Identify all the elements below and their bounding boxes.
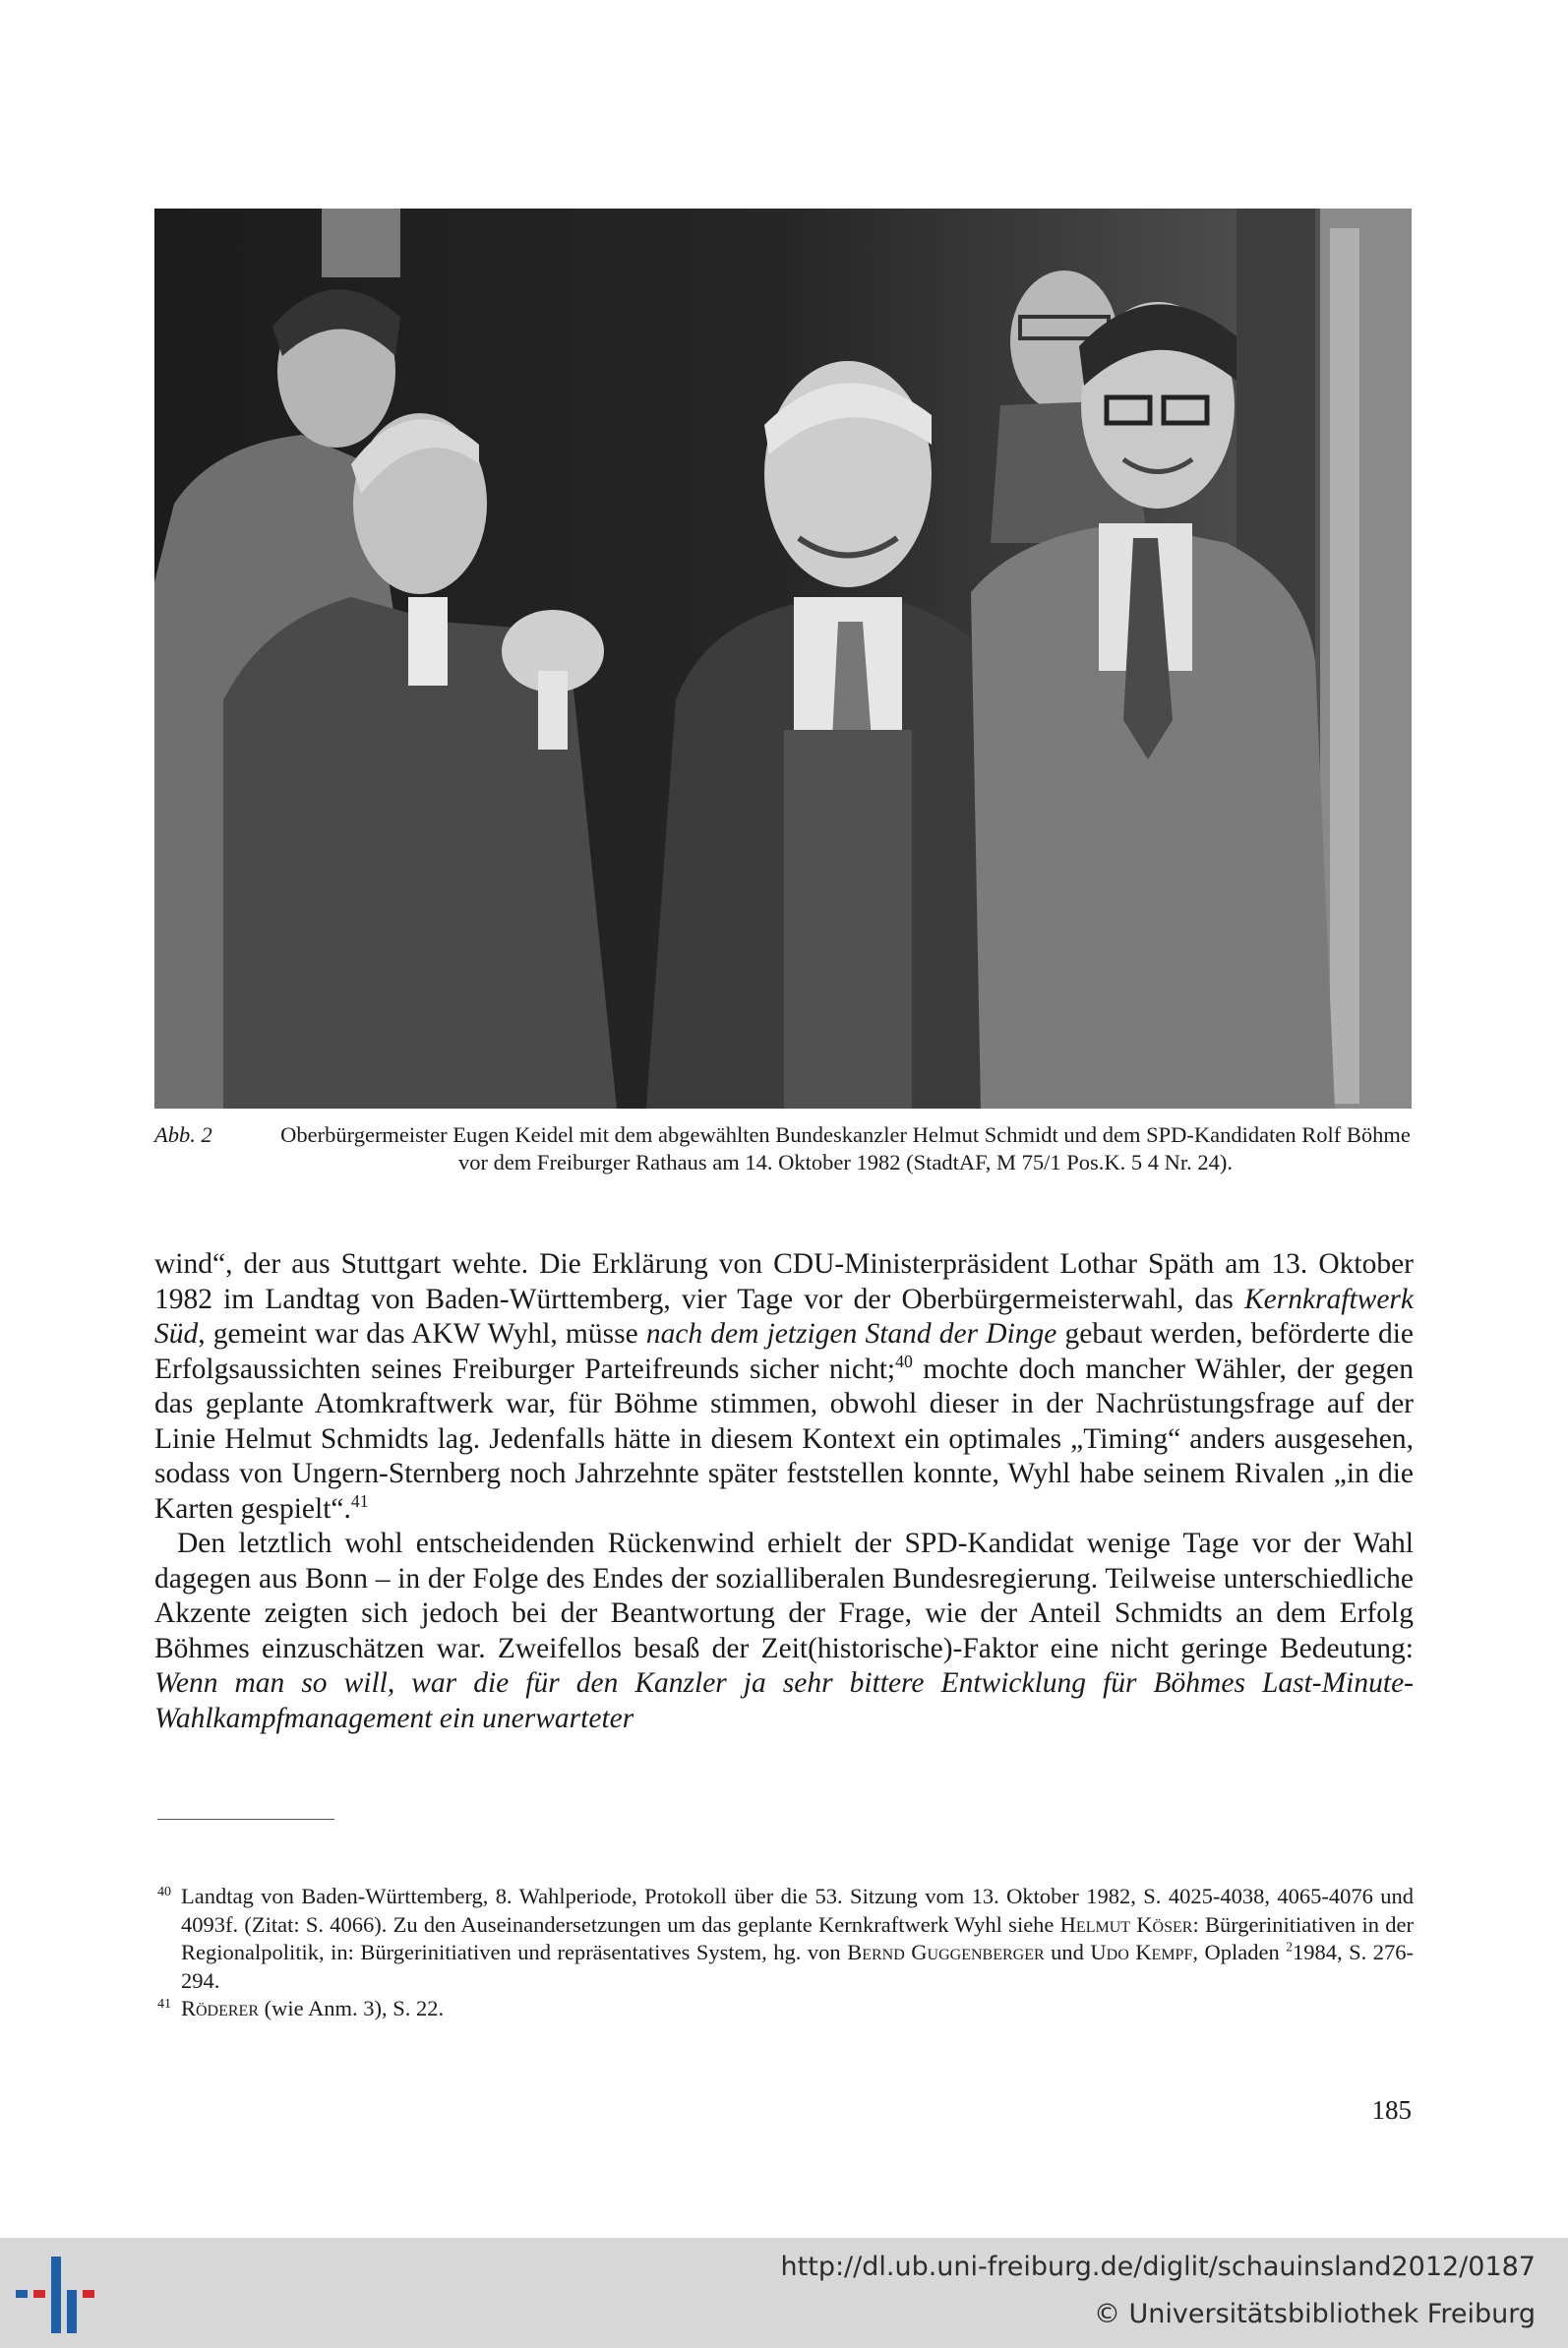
footnote-ref-40[interactable]: 40 xyxy=(895,1351,913,1371)
author-name: Helmut Köser xyxy=(1059,1911,1193,1937)
author-name: Röderer xyxy=(181,1996,260,2020)
figure-caption xyxy=(154,1121,1412,1176)
copyright-notice: © Universitätsbibliothek Freiburg xyxy=(1093,2299,1536,2329)
footnote-number: 40 xyxy=(157,1885,171,1899)
figure-caption-text: Oberbürgermeister Eugen Keidel mit dem abgewählten Bundeskanzler Helmut Schmidt und dem SPD-Kandidaten Rolf Böhme vor dem Freiburger Rathaus am 14. Oktober 1982 (StadtAF, M 75/1 Pos.K. 5 4 Nr. 24). xyxy=(280,1122,1411,1174)
document-url[interactable]: http://dl.ub.uni-freiburg.de/diglit/schauinsland2012/0187 xyxy=(780,2252,1536,2282)
ub-freiburg-logo-icon xyxy=(14,2255,102,2335)
photo-illustration xyxy=(154,209,1412,1109)
author-name: Bernd Guggenberger xyxy=(847,1940,1045,1964)
historical-photo xyxy=(154,209,1412,1109)
page-number: 185 xyxy=(1371,2095,1412,2125)
footnote-41: 41 Röderer (wie Anm. 3), S. 22. xyxy=(157,1995,1414,2023)
italic-quote: nach dem jetzigen Stand der Dinge xyxy=(645,1318,1057,1350)
edition-number: 2 xyxy=(1286,1939,1293,1955)
italic-citation: Wenn man so will, war die für den Kanzler ja sehr bittere Entwicklung für Böhmes Last-Minute-Wahlkampfmanagement ein unerwarteter xyxy=(154,1667,1414,1734)
italic-kernkraftwerk: Kernkraftwerk Süd xyxy=(154,1283,1414,1350)
paragraph-2: Den letztlich wohl entscheidenden Rückenwind erhielt der SPD-Kandidat wenige Tage vor der Wahl dagegen aus Bonn – in der Folge des Endes der sozialliberalen Bundesregierung. Teilweise unterschiedliche Akzente zeigten sich jedoch bei der Beantwortung der Frage, wie der Anteil Schmidts an dem Erfolg Böhmes einzuschätzen war. Zweifellos besaß der Zeit(historische)-Faktor eine nicht geringe Bedeutung: Wenn man so will, war die für den Kanzler ja sehr bittere Entwicklung für Böhmes Last-Minute-Wahlkampfmanagement ein unerwarteter xyxy=(154,1528,1414,1734)
body-text xyxy=(154,1247,1414,1736)
footnote-40: 40 Landtag von Baden-Württemberg, 8. Wahlperiode, Protokoll über die 53. Sitzung vom 13. Oktober 1982, S. 4025-4038, 4065-4076 und 4093f. (Zitat: S. 4066). Zu den Auseinandersetzungen um das geplante Kernkraftwerk Wyhl siehe Helmut Köser: Bürgerinitiativen in der Regionalpolitik, in: Bürgerinitiativen und repräsentatives System, hg. von Bernd Guggenberger und Udo Kempf, Opladen $^2$1984, S. 276-294. xyxy=(157,1883,1414,1995)
footnote-ref-41[interactable]: 41 xyxy=(350,1490,369,1511)
footnote-divider xyxy=(157,1819,334,1820)
figure-label: Abb. 2 xyxy=(154,1122,212,1147)
author-name: Udo Kempf xyxy=(1090,1940,1193,1964)
footnote-number: 41 xyxy=(157,1997,171,2012)
library-footer xyxy=(0,2238,1568,2348)
paragraph-1: wind“, der aus Stuttgart wehte. Die Erklärung von CDU-Ministerpräsident Lothar Späth am 13. Oktober 1982 im Landtag von Baden-Württemberg, vier Tage vor der Oberbürgermeisterwahl, das Kernkraftwerk Süd, gemeint war das AKW Wyhl, müsse nach dem jetzigen Stand der Dinge gebaut werden, beförderte die Erfolgsaussichten seines Freiburger Parteifreunds sicher nicht;$^{40}$ mochte doch mancher Wähler, der gegen das geplante Atomkraftwerk war, für Böhme stimmen, obwohl dieser in der Nachrüstungsfrage auf der Linie Helmut Schmidts lag. Jedenfalls hätte in diesem Kontext ein optimales „Timing“ anders ausgesehen, sodass von Ungern-Sternberg noch Jahrzehnte später feststellen konnte, Wyhl habe seinem Rivalen „in die Karten gespielt“.$^{41}$ xyxy=(154,1248,1414,1525)
footnotes xyxy=(157,1883,1414,2023)
